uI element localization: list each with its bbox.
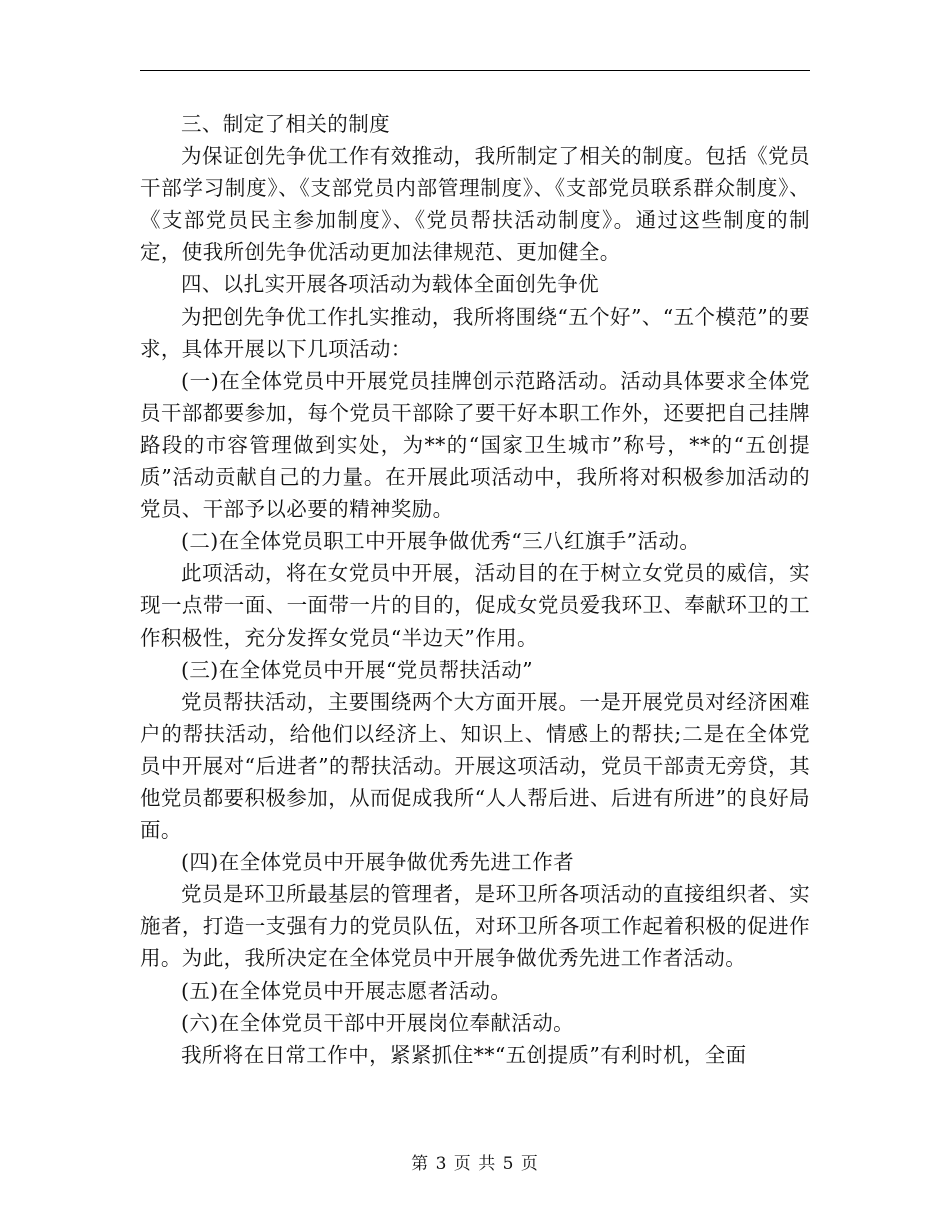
activity-item-6: (六)在全体党员干部中开展岗位奉献活动。 [181,1010,574,1035]
section-heading-3: 三、制定了相关的制度 [181,112,390,136]
body-paragraph: 为保证创先争优工作有效推动，我所制定了相关的制度。包括《党员干部学习制度》、《支部党员内部管理制度》、《支部党员联系群众制度》、《支部党员民主参加制度》、《党员帮扶活动制度》。通过这些制度的制定，使我所创先争优活动更加法律规范、更加健全。 [140,144,810,265]
section-heading-4: 四、以扎实开展各项活动为载体全面创先争优 [181,272,599,297]
header-rule [140,70,810,71]
body-paragraph: 党员是环卫所最基层的管理者，是环卫所各项活动的直接组织者、实施者，打造一支强有力的党员队伍，对环卫所各项工作起着积极的促进作用。为此，我所决定在全体党员中开展争做优秀先进工作者活动。 [140,882,810,971]
body-paragraph: 我所将在日常工作中，紧紧抓住**“五创提质”有利时机，全面 [181,1042,747,1067]
activity-item-1: (一)在全体党员中开展党员挂牌创示范路活动。活动具体要求全体党员干部都要参加，每个党员干部除了要干好本职工作外，还要把自己挂牌路段的市容管理做到实处，为**的“国家卫生城市”称号，**的“五创提质”活动贡献自己的力量。在开展此项活动中，我所将对积极参加活动的党员、干部予以必要的精神奖励。 [140,368,810,522]
activity-item-5: (五)在全体党员中开展志愿者活动。 [181,978,512,1003]
body-paragraph: 党员帮扶活动，主要围绕两个大方面开展。一是开展党员对经济困难户的帮扶活动，给他们以经济上、知识上、情感上的帮扶;二是在全体党员中开展对“后进者”的帮扶活动。开展这项活动，党员干部责无旁贷，其他党员都要积极参加，从而促成我所“人人帮后进、后进有所进”的良好局面。 [140,689,810,843]
activity-item-4: (四)在全体党员中开展争做优秀先进工作者 [181,850,574,875]
activity-item-2: (二)在全体党员职工中开展争做优秀“三八红旗手”活动。 [181,529,701,554]
activity-item-3: (三)在全体党员中开展“党员帮扶活动” [181,657,534,682]
page-number-footer: 第 3 页 共 5 页 [411,1154,539,1174]
body-paragraph: 为把创先争优工作扎实推动，我所将围绕“五个好”、“五个模范”的要求，具体开展以下几项活动： [140,304,810,361]
document-body [140,108,810,1071]
body-paragraph: 此项活动，将在女党员中开展，活动目的在于树立女党员的威信，实现一点带一面、一面带一片的目的，促成女党员爱我环卫、奉献环卫的工作积极性，充分发挥女党员“半边天”作用。 [140,561,810,650]
